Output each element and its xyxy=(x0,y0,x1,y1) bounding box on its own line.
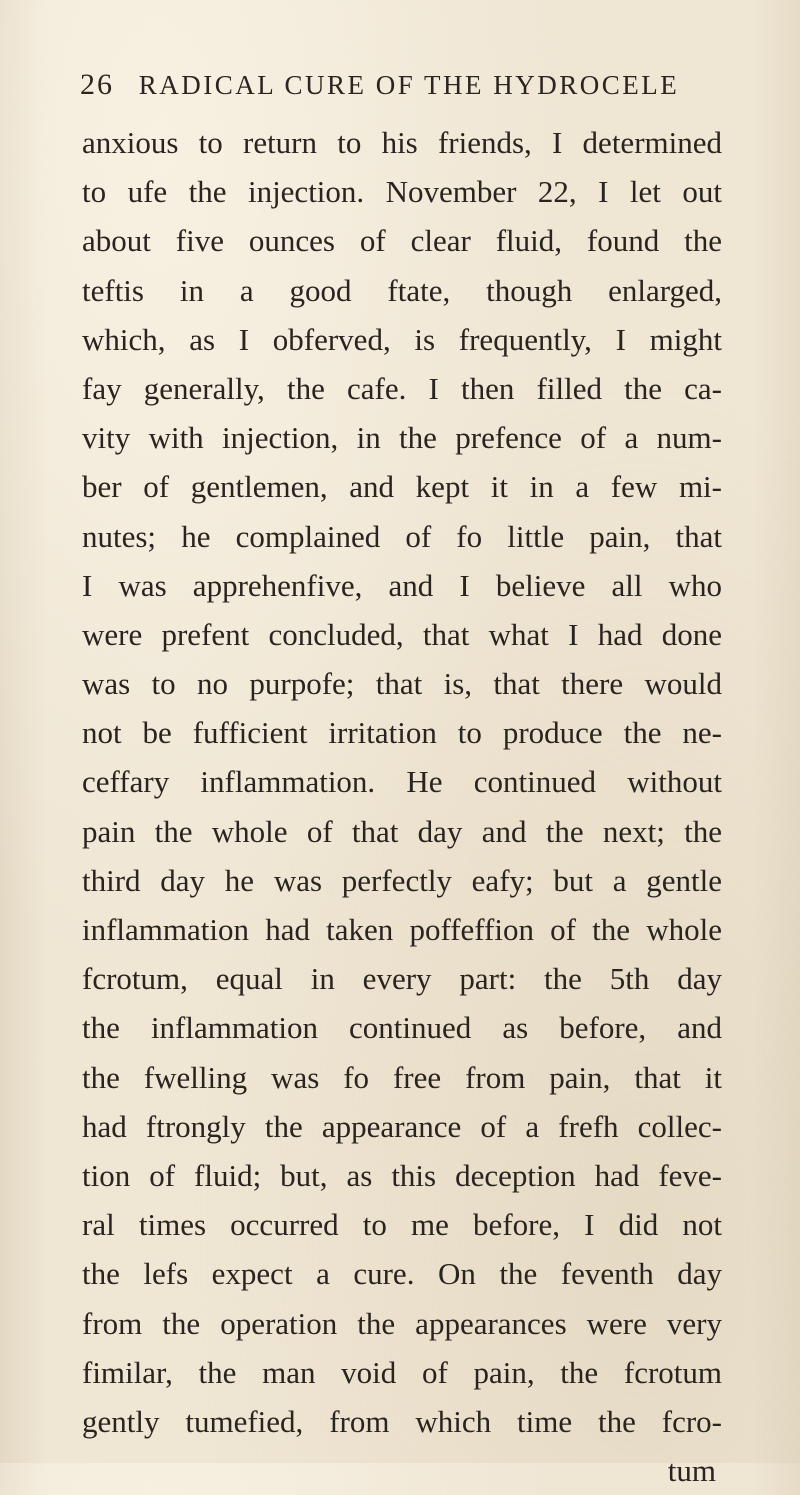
text-line: fimilar, the man void of pain, the fcrotum xyxy=(82,1354,722,1390)
text-line: ral times occurred to me before, I did not xyxy=(82,1207,722,1243)
text-line: fcrotum, equal in every part: the 5th day xyxy=(82,961,722,997)
text-line: vity with injection, in the prefence of a num- xyxy=(82,420,722,456)
text-line: nutes; he complained of fo little pain, that xyxy=(82,518,722,554)
text-line: had ftrongly the appearance of a frefh collec- xyxy=(82,1108,722,1144)
text-line: pain the whole of that day and the next; the xyxy=(82,813,722,849)
text-line: gently tumefied, from which time the fcro- xyxy=(82,1403,722,1439)
text-line: I was apprehenfive, and I believe all who xyxy=(82,567,722,603)
text-line: ceffary inflammation. He continued without xyxy=(82,764,722,800)
running-head-title: RADICAL CURE OF THE HYDROCELE xyxy=(138,70,680,100)
text-line: was to no purpofe; that is, that there would xyxy=(82,666,722,702)
text-line: fay generally, the cafe. I then filled the ca- xyxy=(82,370,722,406)
text-line: not be fufficient irritation to produce the ne- xyxy=(82,715,722,751)
running-head xyxy=(80,68,720,108)
text-line: were prefent concluded, that what I had done xyxy=(82,616,722,652)
text-line: about five ounces of clear fluid, found the xyxy=(82,223,722,259)
text-line: inflammation had taken poffeffion of the whole xyxy=(82,912,722,947)
text-line: which, as I obferved, is frequently, I might xyxy=(82,321,722,357)
text-line: ber of gentlemen, and kept it in a few mi- xyxy=(82,469,722,505)
text-line: to ufe the injection. November 22, I let out xyxy=(82,174,722,210)
body-text xyxy=(82,118,722,1495)
text-line: from the operation the appearances were very xyxy=(82,1305,722,1341)
text-line: anxious to return to his friends, I determined xyxy=(82,125,722,160)
text-line: the lefs expect a cure. On the feventh day xyxy=(82,1256,722,1292)
text-line: teftis in a good ftate, though enlarged, xyxy=(82,272,722,308)
text-line: the inflammation continued as before, and xyxy=(82,1010,722,1046)
text-line: third day he was perfectly eafy; but a gentle xyxy=(82,862,722,898)
catchword: tum xyxy=(667,1453,716,1489)
text-line: the fwelling was fo free from pain, that it xyxy=(82,1059,722,1095)
text-line: tion of fluid; but, as this deception had feve- xyxy=(82,1157,722,1193)
page-number: 26 xyxy=(80,68,114,101)
